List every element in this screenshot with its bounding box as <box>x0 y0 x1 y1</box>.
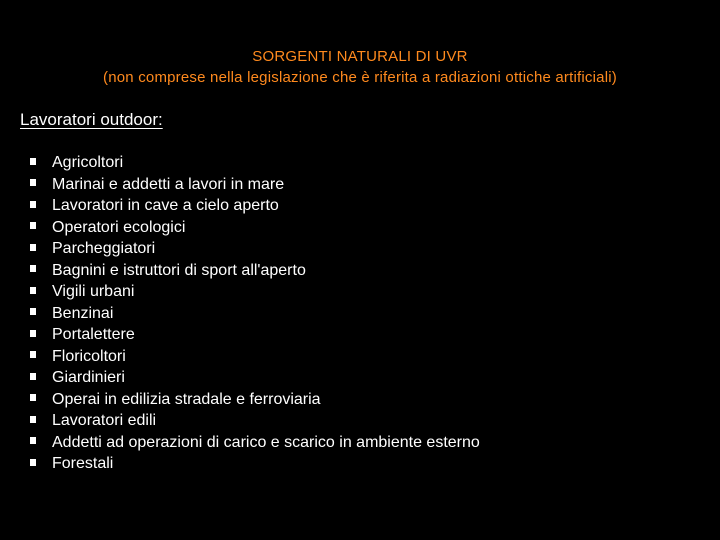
square-bullet-icon <box>30 152 40 174</box>
list-item-text: Vigili urbani <box>52 283 135 300</box>
list-item-text: Lavoratori in cave a cielo aperto <box>52 197 279 214</box>
list-item-text: Agricoltori <box>52 154 124 171</box>
list-item-text: Benzinai <box>52 304 114 322</box>
list-item-text: Forestali <box>52 455 114 472</box>
square-bullet-icon <box>30 303 40 325</box>
list-item-text: Portalettere <box>52 326 135 343</box>
section-heading: Lavoratori outdoor: <box>20 110 163 129</box>
list-item-text: Marinai e addetti a lavori in mare <box>52 175 285 193</box>
list-item-text: Parcheggiatori <box>52 240 156 257</box>
list-item-text: Lavoratori edili <box>52 412 157 429</box>
list-item-text: Operai in edilizia stradale e ferroviaria <box>52 390 321 408</box>
slide-title: SORGENTI NATURALI DI UVR <box>252 48 468 65</box>
slide-subtitle: (non comprese nella legislazione che è riferita a radiazioni ottiche artificiali) <box>103 69 617 86</box>
square-bullet-icon <box>30 432 40 454</box>
square-bullet-icon <box>30 367 40 389</box>
list-item-text: Bagnini e istruttori di sport all'aperto <box>52 261 306 279</box>
square-bullet-icon <box>30 324 40 346</box>
square-bullet-icon <box>30 410 40 432</box>
square-bullet-icon <box>30 281 40 303</box>
square-bullet-icon <box>30 238 40 260</box>
square-bullet-icon <box>30 217 40 239</box>
square-bullet-icon <box>30 346 40 368</box>
square-bullet-icon <box>30 453 40 475</box>
list-item-text: Floricoltori <box>52 347 126 365</box>
square-bullet-icon <box>30 389 40 411</box>
square-bullet-icon <box>30 260 40 282</box>
square-bullet-icon <box>30 195 40 217</box>
list-item-text: Addetti ad operazioni di carico e scarico in ambiente esterno <box>52 433 480 451</box>
list-item-text: Operatori ecologici <box>52 218 186 236</box>
list-item-text: Giardinieri <box>52 369 125 386</box>
square-bullet-icon <box>30 174 40 196</box>
